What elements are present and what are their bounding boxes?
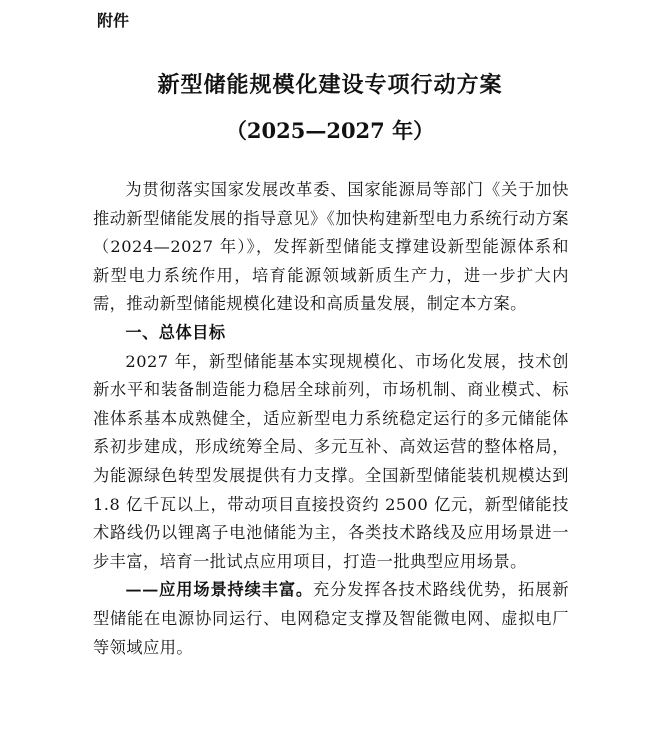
attachment-label: 附件 — [97, 11, 130, 30]
section-heading-overall-goals: 一、总体目标 — [125, 322, 226, 342]
document-title: 新型储能规模化建设专项行动方案 — [157, 72, 503, 98]
document-subtitle: （2025—2027 年） — [225, 118, 435, 143]
document-body — [93, 176, 569, 662]
intro-paragraph: 为贯彻落实国家发展改革委、国家能源局等部门《关于加快推动新型储能发展的指导意见》《加快构建新型电力系统行动方案（2024—2027 年）》，发挥新型储能支撑建设新型能源体系和新型电力系统作用，培育能源领域新质生产力，进一步扩大内需，推动新型储能规模化建设和高质量发展，制定本方案。 — [93, 180, 569, 314]
goals-paragraph: 2027 年，新型储能基本实现规模化、市场化发展，技术创新水平和装备制造能力稳居全球前列，市场机制、商业模式、标准体系基本成熟健全，适应新型电力系统稳定运行的多元储能体系初步建成，形成统筹全局、多元互补、高效运营的整体格局，为能源绿色转型发展提供有力支撑。全国新型储能装机规模达到 1.8 亿千瓦以上，带动项目直接投资约 2500 亿元，新型储能技术路线仍以锂离子电池储能为主，各类技术路线及应用场景进一步丰富，培育一批试点应用项目，打造一批典型应用场景。 — [93, 351, 569, 571]
scenario-lead: ——应用场景持续丰富。 — [125, 580, 314, 600]
scenario-text: 充分发挥各技术路线优势，拓展新型储能在电源协同运行、电网稳定支撑及智能微电网、虚拟电厂等领域应用。 — [93, 580, 570, 657]
scenario-paragraph — [93, 576, 569, 662]
